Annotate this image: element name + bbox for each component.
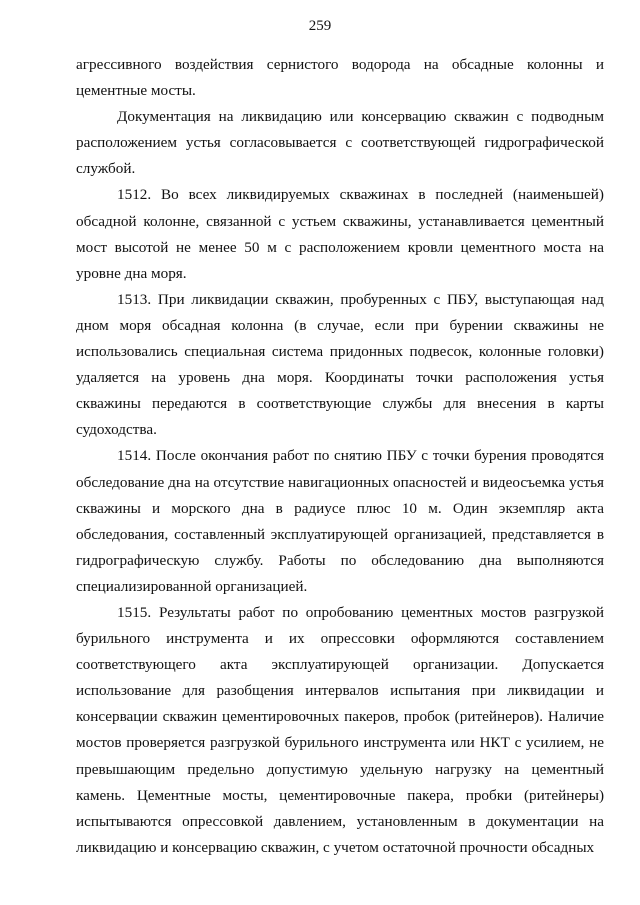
paragraph-1514: 1514. После окончания работ по снятию ПБУ с точки бурения проводятся обследование дна на отсутствие навигационных опасностей и видеосъемка устья скважины и морского дна в радиусе плюс 10 м. Один экземпляр акта обследования, составленный эксплуатирующей организацией, представляется в гидрографическую службу. Работы по обследованию дна выполняются специализированной организацией. (76, 447, 604, 595)
document-body (76, 52, 604, 861)
paragraph-documentation: Документация на ликвидацию или консервацию скважин с подводным расположением устья согласовывается с соответствующей гидрографической службой. (76, 108, 604, 178)
paragraph-1512: 1512. Во всех ликвидируемых скважинах в последней (наименьшей) обсадной колонне, связанной с устьем скважины, устанавливается цементный мост высотой не менее 50 м с расположением кровли цементного моста на уровне дна моря. (76, 186, 604, 282)
page-number: 259 (308, 18, 332, 34)
paragraph-1513: 1513. При ликвидации скважин, пробуренных с ПБУ, выступающая над дном моря обсадная колонна (в случае, если при бурении скважины не использовались специальная система придонных подвесок, колонные головки) удаляется на уровень дна моря. Координаты точки расположения устья скважины передаются в соответствующие службы для внесения в карты судоходства. (76, 290, 604, 439)
paragraph-continuation: агрессивного воздействия сернистого водорода на обсадные колонны и цементные мосты. (76, 56, 604, 100)
paragraph-1515: 1515. Результаты работ по опробованию цементных мостов разгрузкой бурильного инструмента и их опрессовки оформляются составлением соответствующего акта эксплуатирующей организации. Допускается использование для разобщения интервалов испытания при ликвидации и консервации скважин цементировочных пакеров, пробок (ритейнеров). Наличие мостов проверяется разгрузкой бурильного инструмента или НКТ с усилием, не превышающим предельно допустимую удельную нагрузку на цементный камень. Цементные мосты, цементировочные пакера, пробки (ритейнеры) испытываются опрессовкой давлением, установленным в документации на ликвидацию и консервацию скважин, с учетом остаточной прочности обсадных (76, 603, 604, 856)
